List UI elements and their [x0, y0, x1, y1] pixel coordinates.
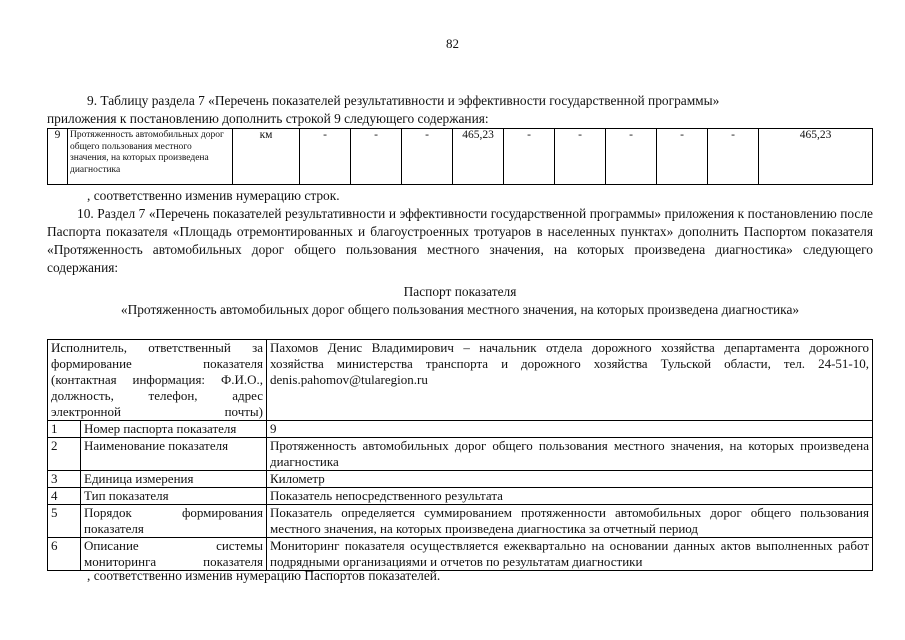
executor-label: Исполнитель, ответственный за формирование показателя (контактная информация: Ф.И.О., должность, телефон, адрес электронной почты)	[48, 340, 267, 421]
row-number: 1	[48, 421, 81, 438]
value-cell-8: -	[657, 129, 708, 185]
value-cell-6: -	[555, 129, 606, 185]
value-cell-2: -	[351, 129, 402, 185]
table-row	[48, 505, 873, 538]
executor-value: Пахомов Денис Владимирович – начальник отдела дорожного хозяйства департамента дорожного хозяйства министерства транспорта и дорожного хозяйства Тульской области, тел. 24-51-10, denis.pahomov@tularegion.ru	[267, 340, 873, 421]
value-cell-3: -	[402, 129, 453, 185]
value-cell-4: 465,23	[453, 129, 504, 185]
table-row	[48, 340, 873, 421]
table-row	[48, 471, 873, 488]
value-cell-5: -	[504, 129, 555, 185]
row-value: Мониторинг показателя осуществляется ежеквартально на основании данных актов выполненных работ подрядными организациями и отчетов по результатам диагностики	[267, 538, 873, 571]
row-label: Тип показателя	[81, 488, 267, 505]
row-number: 5	[48, 505, 81, 538]
table-row	[48, 488, 873, 505]
passport-table	[47, 339, 873, 571]
page-number: 82	[446, 36, 459, 51]
row-label: Порядок формирования показателя	[81, 505, 267, 538]
row-number: 4	[48, 488, 81, 505]
row-label: Номер паспорта показателя	[81, 421, 267, 438]
indicator-name-cell: Протяженность автомобильных дорог общего пользования местного значения, на которых произведена диагностика	[68, 129, 233, 185]
indicators-table-row-9	[47, 128, 873, 185]
value-cell-9: -	[708, 129, 759, 185]
row-number-cell: 9	[48, 129, 68, 185]
table-row	[48, 538, 873, 571]
unit-cell: км	[233, 129, 300, 185]
passport-title: Паспорт показателя	[403, 284, 517, 299]
row-number: 3	[48, 471, 81, 488]
value-cell-1: -	[300, 129, 351, 185]
value-cell-total: 465,23	[759, 129, 873, 185]
table-row	[48, 421, 873, 438]
row-number: 6	[48, 538, 81, 571]
paragraph-9-line2: приложения к постановлению дополнить строкой 9 следующего содержания:	[47, 111, 489, 126]
row-value: Протяженность автомобильных дорог общего пользования местного значения, на которых произведена диагностика	[267, 438, 873, 471]
paragraph-9-line1: 9. Таблицу раздела 7 «Перечень показателей результативности и эффективности государственной программы»	[87, 93, 720, 108]
after-table-note: , соответственно изменив нумерацию строк.	[87, 188, 340, 203]
row-value: Показатель определяется суммированием протяженности автомобильных дорог общего пользования местного значения, на которых произведена диагностика за отчетный период	[267, 505, 873, 538]
table-row	[48, 438, 873, 471]
row-label: Описание системы мониторинга показателя	[81, 538, 267, 571]
closing-note: , соответственно изменив нумерацию Паспортов показателей.	[87, 568, 441, 583]
row-label: Наименование показателя	[81, 438, 267, 471]
paragraph-10: 10. Раздел 7 «Перечень показателей результативности и эффективности государственной программы» приложения к постановлению после Паспорта показателя «Площадь отремонтированных и благоустроенных тротуаров в населенных пунктах» дополнить Паспортом показателя «Протяженность автомобильных дорог общего пользования местного значения, на которых произведена диагностика» следующего содержания:	[47, 206, 873, 275]
row-value: Километр	[267, 471, 873, 488]
value-cell-7: -	[606, 129, 657, 185]
row-number: 2	[48, 438, 81, 471]
table-row	[48, 129, 873, 185]
row-label: Единица измерения	[81, 471, 267, 488]
passport-subtitle: «Протяженность автомобильных дорог общего пользования местного значения, на которых произведена диагностика»	[120, 302, 800, 317]
row-value: Показатель непосредственного результата	[267, 488, 873, 505]
row-value: 9	[267, 421, 873, 438]
